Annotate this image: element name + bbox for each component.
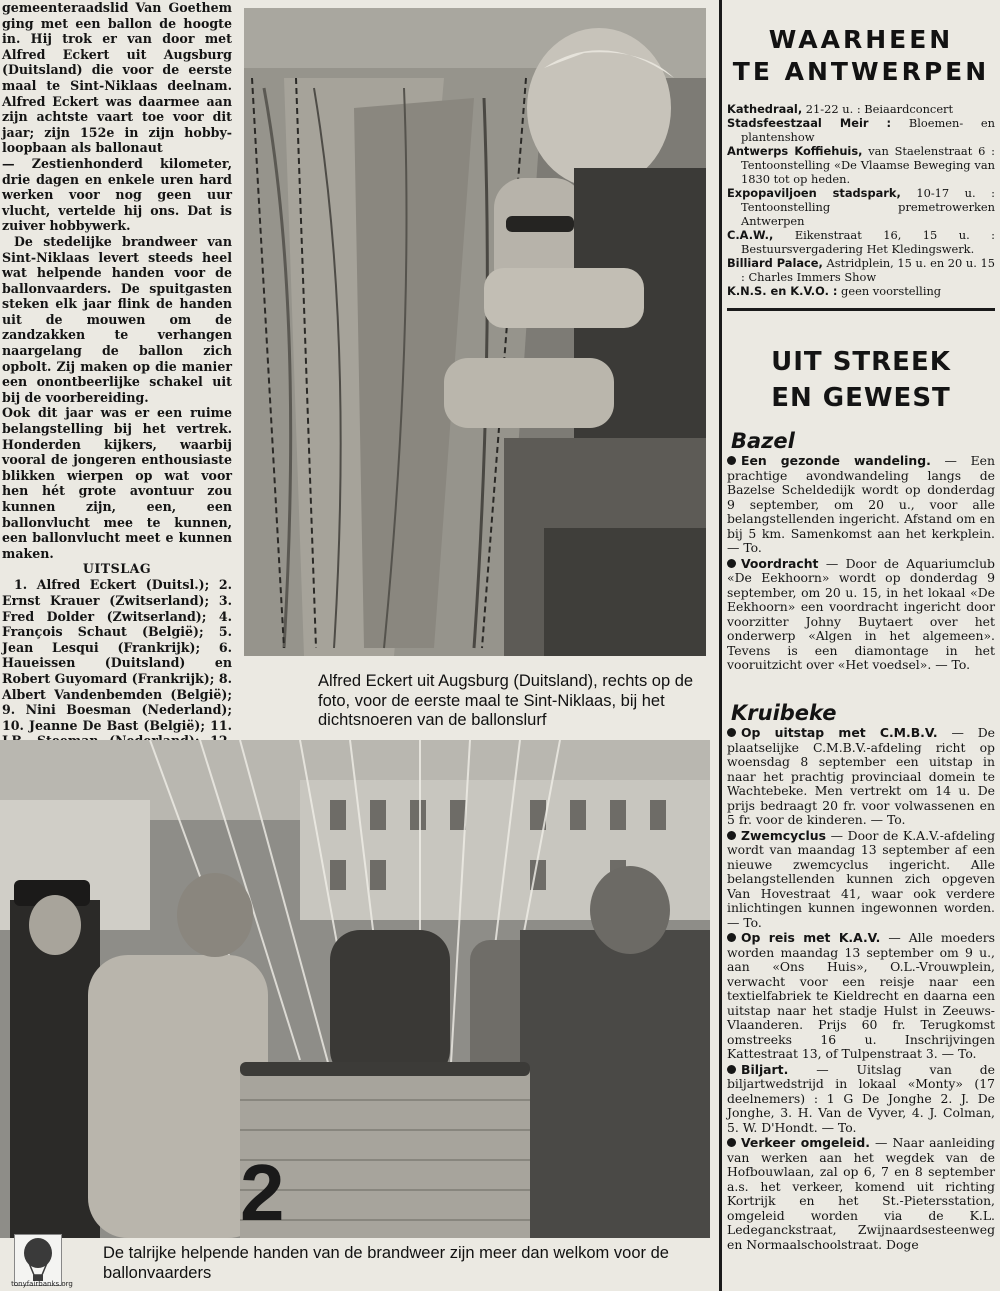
bullet-icon (727, 559, 736, 568)
bullet-icon (727, 1065, 736, 1074)
bullet-icon (727, 1138, 736, 1147)
news-item: Verkeer omgeleid. — Naar aanleiding van werken aan het wegdek van de Hofbouwlaan, zal op 6, 7 en 8 september a.s. het verkeer, komend uit richting Kortrijk en het St.-Pietersstation, omgeleid worden via de K.L. Ledeganckstraat, Zwijnaardsesteenweg en Normaalschoolstraat. Doge (727, 1135, 995, 1252)
streek-heading (727, 344, 995, 416)
agenda-item: K.N.S. en K.V.O. : geen voorstelling (727, 284, 942, 298)
town-section-kruibeke (727, 700, 995, 1253)
basket-number: 2 (240, 1148, 285, 1237)
town-section-bazel (727, 428, 995, 674)
bullet-icon (727, 831, 736, 840)
article-paragraph: Ook dit jaar was er een ruime belangstelling bij het vertrek. Honderden kijkers, waarbij vooral de jongeren enthousiaste blikken wierpen op wat voor hen hét grote avontuur zou kunnen zijn, een, een ballonvlucht mee te kunnen, een ballonvlucht meet e kunnen maken. (2, 405, 232, 561)
streek-title-line1: UIT STREEK (771, 347, 951, 377)
news-item: Biljart. — Uitslag van de biljartwedstrijd in lokaal «Monty» (17 deelnemers) : 1 G De Jonghe 2. J. De Jonghe, 3. H. Van de Vyver, 4. J. Colman, 5. W. D'Hondt. — To. (727, 1061, 995, 1135)
news-item: Voordracht — Door de Aquariumclub «De Eekhoorn» wordt op donderdag 9 september, om 20 u. 15, in het lokaal «De Eekhoorn» een voordracht ingericht door voorzitter Johny Buytaert over het onderwerp «Algen in het algemeen». Tevens is een diamontage in het vooruitzicht over «Het voedsel». — To. (727, 555, 995, 672)
agenda-item: Billiard Palace, Astridplein, 15 u. en 20 u. 15 : Charles Immers Show (727, 256, 995, 284)
town-heading: Kruibeke (731, 701, 837, 725)
news-item: Op uitstap met C.M.B.V. — De plaatselijke C.M.B.V.-afdeling richt op woensdag 8 september een uitstap in naar het prachtig provinciaal domein te Wachtebeke. Men vertrekt om 14 u. De prijs bedraagt 20 fr. voor volwassenen en 5 fr. voor de kinderen. — To. (727, 725, 995, 827)
photo-balloon-inspection-image (244, 8, 706, 656)
waarheen-box (727, 24, 995, 311)
logo-text: tonyfairbanks.org (11, 1280, 73, 1288)
agenda-item: C.A.W., Eikenstraat 16, 15 u. : Bestuursvergadering Het Kledingswerk. (727, 228, 996, 256)
photo-firemen-basket-image (0, 740, 710, 1238)
uitslag-heading: UITSLAG (82, 561, 152, 577)
article-paragraph: De stedelijke brandweer van Sint-Niklaas levert steeds heel wat helpende handen voor de ballonvaarders. De spuitgasten steken elk jaar flink de handen uit de mouwen om de zandzakken te verhangen naargelang de ballon zich opbolt. Zij maken op die manier een onontbeerlijke schakel uit bij de voorbereiding. (2, 233, 232, 405)
caption-bottom-photo: De talrijke helpende handen van de brandweer zijn meer dan welkom voor de ballonvaarders (103, 1244, 669, 1282)
news-item: Zwemcyclus — Door de K.A.V.-afdeling wordt van maandag 13 september af een nieuwe zwemcyclus ingericht. Alle belangstellenden kunnen zich opgeven Van Hovestraat 41, waar ook verdere inlichtingen kunnen ingewonnen worden. — To. (727, 827, 995, 930)
uitslag-results-text: 1. Alfred Eckert (Duitsl.); 2. Ernst Krauer (Zwitserland); 3. Fred Dolder (Zwitserland); 4. François Schaut (België); 5. Jean Lesqui (Frankrijk); 6. Haueissen (Duitsland) en Robert Guyomard (Frankrijk); 8. Albert Vandenbemden (België); 9. Nini Boesman (Nederland); 10. Jeanne De Bast (België); 11. (2, 577, 232, 733)
bullet-icon (727, 933, 736, 942)
article-paragraph: — Zestienhonderd kilometer, drie dagen en enkele uren hard werken voor nog geen uur vlucht, vertelde hij ons. Dat is zuiver hobbywerk. (2, 155, 232, 234)
bullet-icon (727, 456, 736, 465)
photo-firemen-basket (0, 740, 710, 1238)
town-heading: Bazel (731, 429, 795, 453)
column-divider (719, 0, 722, 1291)
article-paragraph: gemeenteraadslid Van Goethem ging met een ballon de hoogte in. Hij trok er van door met Alfred Eckert uit Augsburg (Duitsland) die voor de eerste maal te Sint-Niklaas deelnam. Alfred Eckert was daarmee aan zijn achtste vaart toe voor dit jaar; zijn 152e in zijn hobby-loopbaan als ballonaut (2, 0, 232, 156)
news-item: Op reis met K.A.V. — Alle moeders worden maandag 13 september om 9 u., aan «Ons Huis», O.L.-Vrouwplein, verwacht voor een reisje naar een textielfabriek te Kieldrecht en daarna een uitstap naar het stadje Hulst in Zeeuws-Vlaanderen. Prijs 60 fr. Terugkomst omstreeks 16 u. Inschrijvingen Kattestraat 13, of Tulpenstraat 3. — To. (727, 930, 995, 1061)
news-item: Een gezonde wandeling. — Een prachtige avondwandeling langs de Bazelse Scheldedijk wordt op donderdag 9 september, om 20 u., voor alle belangstellenden ingericht. Afstand om en bij 5 km. Samenkomst aan het kerkplein. — To. (727, 453, 995, 555)
left-article (0, 0, 236, 740)
streek-title-line2: EN GEWEST (771, 383, 951, 413)
agenda-item: Expopaviljoen stadspark, 10-17 u. : Tentoonstelling premetrowerken Antwerpen (727, 186, 995, 228)
right-column (727, 0, 998, 1291)
caption-top-photo: Alfred Eckert uit Augsburg (Duitsland), rechts op de foto, voor de eerste maal te Sint-Niklaas, bij het dichtsnoeren van de ballonslurf (318, 672, 694, 729)
agenda-item: Kathedraal, 21-22 u. : Beiaardconcert (727, 102, 954, 116)
agenda-item: Stadsfeestzaal Meir : Bloemen- en plantenshow (727, 116, 995, 144)
box-divider (727, 308, 995, 311)
photo-balloon-inspection (244, 8, 706, 656)
agenda-item: Antwerps Koffiehuis, van Staelenstraat 6 : Tentoonstelling «De Vlaamse Beweging van 1830 tot op heden. (727, 144, 995, 186)
agenda-list (727, 102, 995, 298)
waarheen-title-line1: WAARHEEN (768, 25, 954, 54)
bullet-icon (727, 728, 736, 737)
balloon-logo-icon (14, 1234, 62, 1286)
waarheen-title-line2: TE ANTWERPEN (732, 57, 990, 86)
